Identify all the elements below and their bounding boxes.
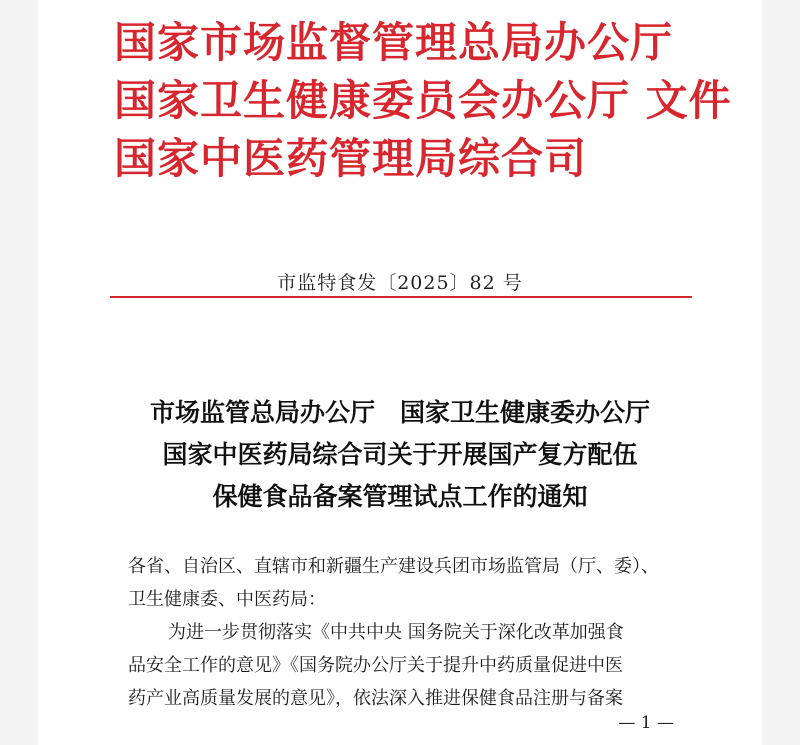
title-line-2: 国家中医药局综合司关于开展国产复方配伍 (162, 440, 638, 469)
notice-body (128, 550, 688, 715)
body-paragraph-line-1: 为进一步贯彻落实《中共中央 国务院关于深化改革加强食 (168, 622, 624, 643)
document-number: 市监特食发〔2025〕82 号 (277, 272, 523, 294)
header-line-2: 国家卫生健康委员会办公厅 文件 (114, 76, 732, 125)
header-line-1: 国家市场监督管理总局办公厅 (114, 18, 674, 67)
red-separator-line (110, 296, 692, 298)
page-number: — 1 — (618, 713, 674, 733)
addressee-line-2: 卫生健康委、中医药局： (128, 589, 326, 610)
title-line-1: 市场监管总局办公厅 国家卫生健康委办公厅 (149, 398, 650, 427)
issuing-authority-header (114, 14, 732, 188)
title-line-3: 保健食品备案管理试点工作的通知 (212, 482, 588, 511)
body-paragraph-line-3: 药产业高质量发展的意见》，依法深入推进保健食品注册与备案 (128, 688, 623, 709)
left-margin-strip (0, 0, 38, 745)
addressee-line-1: 各省、自治区、直辖市和新疆生产建设兵团市场监管局（厅、委）、 (128, 556, 659, 577)
body-paragraph-line-2: 品安全工作的意见》《国务院办公厅关于提升中药质量促进中医 (128, 655, 623, 676)
notice-title (0, 392, 800, 518)
right-margin-strip (762, 0, 800, 745)
header-line-3: 国家中医药管理局综合司 (114, 134, 588, 183)
